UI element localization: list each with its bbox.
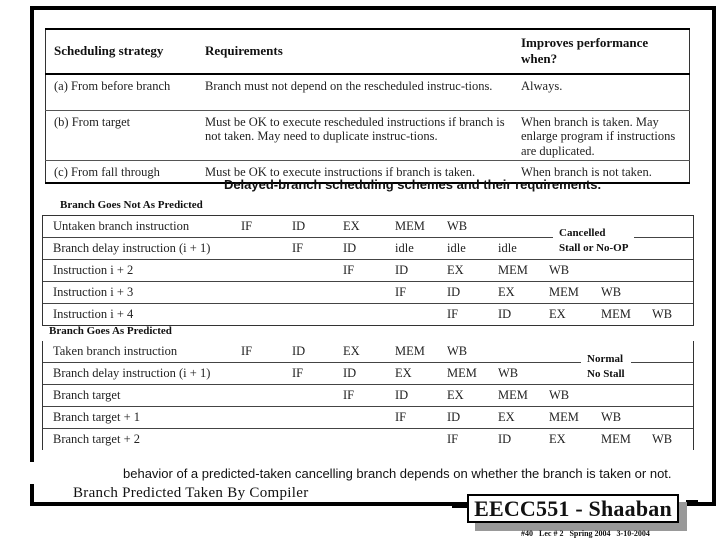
improves-cell: When branch is taken. May enlarge program if instructions are duplicated. xyxy=(513,110,690,161)
stage-cell: idle xyxy=(498,241,517,255)
stage-cell: IF xyxy=(292,366,304,380)
note-line: Normal xyxy=(587,353,624,365)
stage-cell: WB xyxy=(498,366,519,380)
stage-cell: WB xyxy=(549,263,570,277)
stage-cell: MEM xyxy=(601,432,631,446)
instruction-label: Branch delay instruction (i + 1) xyxy=(53,366,211,380)
course-badge: EECC551 - Shaaban xyxy=(467,494,679,523)
section-label-not-predicted: Branch Goes Not As Predicted xyxy=(60,199,203,211)
stage-cell: IF xyxy=(447,432,459,446)
header-strategy: Scheduling strategy xyxy=(46,29,198,74)
strategy-cell: (c) From fall through xyxy=(46,161,198,183)
header-improves: Improves performance when? xyxy=(513,29,690,74)
stage-cell: WB xyxy=(652,307,673,321)
stage-cell: ID xyxy=(395,263,409,277)
pipeline-row xyxy=(43,282,693,304)
header-requirements: Requirements xyxy=(197,29,513,74)
stage-cell: ID xyxy=(292,344,306,358)
strategy-cell: (a) From before branch xyxy=(46,74,198,110)
slide-footer: #40 Lec # 2 Spring 2004 3-10-2004 xyxy=(521,529,650,538)
stage-cell: IF xyxy=(395,285,407,299)
instruction-label: Branch target + 2 xyxy=(53,432,140,446)
stage-cell: MEM xyxy=(549,285,579,299)
table-row xyxy=(46,110,690,161)
stage-cell: WB xyxy=(447,219,468,233)
pipeline-row xyxy=(43,385,693,407)
stage-cell: MEM xyxy=(601,307,631,321)
stage-cell: ID xyxy=(447,285,461,299)
stage-cell: EX xyxy=(395,366,412,380)
pipeline-row xyxy=(43,260,693,282)
frame-gap xyxy=(28,462,36,484)
table-row xyxy=(46,74,690,110)
stage-cell: ID xyxy=(395,388,409,402)
instruction-label: Branch target + 1 xyxy=(53,410,140,424)
stage-cell: WB xyxy=(601,285,622,299)
pipeline-row xyxy=(43,407,693,429)
stage-cell: IF xyxy=(241,344,253,358)
improves-cell: When branch is not taken. xyxy=(513,161,690,183)
requirements-cell: Branch must not depend on the rescheduled instruc-tions. xyxy=(197,74,513,110)
stage-cell: ID xyxy=(447,410,461,424)
stage-cell: MEM xyxy=(498,263,528,277)
stage-cell: IF xyxy=(343,388,355,402)
figure-caption: behavior of a predicted-taken cancelling branch depends on whether the branch is taken or not. xyxy=(123,466,672,481)
cancelled-note xyxy=(553,226,634,256)
stage-cell: EX xyxy=(343,219,360,233)
stage-cell: WB xyxy=(652,432,673,446)
stage-cell: IF xyxy=(447,307,459,321)
stage-cell: EX xyxy=(343,344,360,358)
badge-connector-right xyxy=(686,500,698,503)
stage-cell: MEM xyxy=(498,388,528,402)
stage-cell: WB xyxy=(601,410,622,424)
badge-connector-left xyxy=(452,505,468,508)
instruction-label: Instruction i + 4 xyxy=(53,307,134,321)
stage-cell: MEM xyxy=(447,366,477,380)
table-header-row xyxy=(46,29,690,74)
instruction-label: Untaken branch instruction xyxy=(53,219,190,233)
note-line: Cancelled xyxy=(559,227,606,239)
pipeline-row xyxy=(43,304,693,326)
stage-cell: idle xyxy=(395,241,414,255)
instruction-label: Branch target xyxy=(53,388,121,402)
stage-cell: ID xyxy=(343,241,357,255)
stage-cell: ID xyxy=(343,366,357,380)
stage-cell: idle xyxy=(447,241,466,255)
stage-cell: IF xyxy=(241,219,253,233)
compiler-label: Branch Predicted Taken By Compiler xyxy=(73,485,309,501)
improves-cell: Always. xyxy=(513,74,690,110)
stage-cell: MEM xyxy=(395,219,425,233)
pipeline-row xyxy=(43,429,693,450)
table-caption: Delayed-branch scheduling schemes and their requirements. xyxy=(223,177,602,192)
stage-cell: EX xyxy=(549,432,566,446)
stage-cell: IF xyxy=(395,410,407,424)
note-line: No Stall xyxy=(587,368,625,380)
normal-note xyxy=(581,352,631,382)
instruction-label: Instruction i + 3 xyxy=(53,285,134,299)
stage-cell: MEM xyxy=(549,410,579,424)
requirements-cell: Must be OK to execute instructions if branch is taken. xyxy=(197,161,513,183)
stage-cell: ID xyxy=(498,307,512,321)
scheduling-table xyxy=(45,28,690,184)
stage-cell: IF xyxy=(343,263,355,277)
stage-cell: WB xyxy=(447,344,468,358)
strategy-cell: (b) From target xyxy=(46,110,198,161)
stage-cell: EX xyxy=(447,263,464,277)
requirements-cell: Must be OK to execute rescheduled instructions if branch is not taken. May need to duplicate instruc-tions. xyxy=(197,110,513,161)
instruction-label: Taken branch instruction xyxy=(53,344,178,358)
section-label-as-predicted: Branch Goes As Predicted xyxy=(49,325,172,337)
stage-cell: MEM xyxy=(395,344,425,358)
stage-cell: EX xyxy=(498,410,515,424)
instruction-label: Branch delay instruction (i + 1) xyxy=(53,241,211,255)
stage-cell: EX xyxy=(498,285,515,299)
instruction-label: Instruction i + 2 xyxy=(53,263,134,277)
stage-cell: EX xyxy=(447,388,464,402)
stage-cell: EX xyxy=(549,307,566,321)
stage-cell: WB xyxy=(549,388,570,402)
stage-cell: IF xyxy=(292,241,304,255)
stage-cell: ID xyxy=(292,219,306,233)
note-line: Stall or No-OP xyxy=(559,242,629,254)
stage-cell: ID xyxy=(498,432,512,446)
